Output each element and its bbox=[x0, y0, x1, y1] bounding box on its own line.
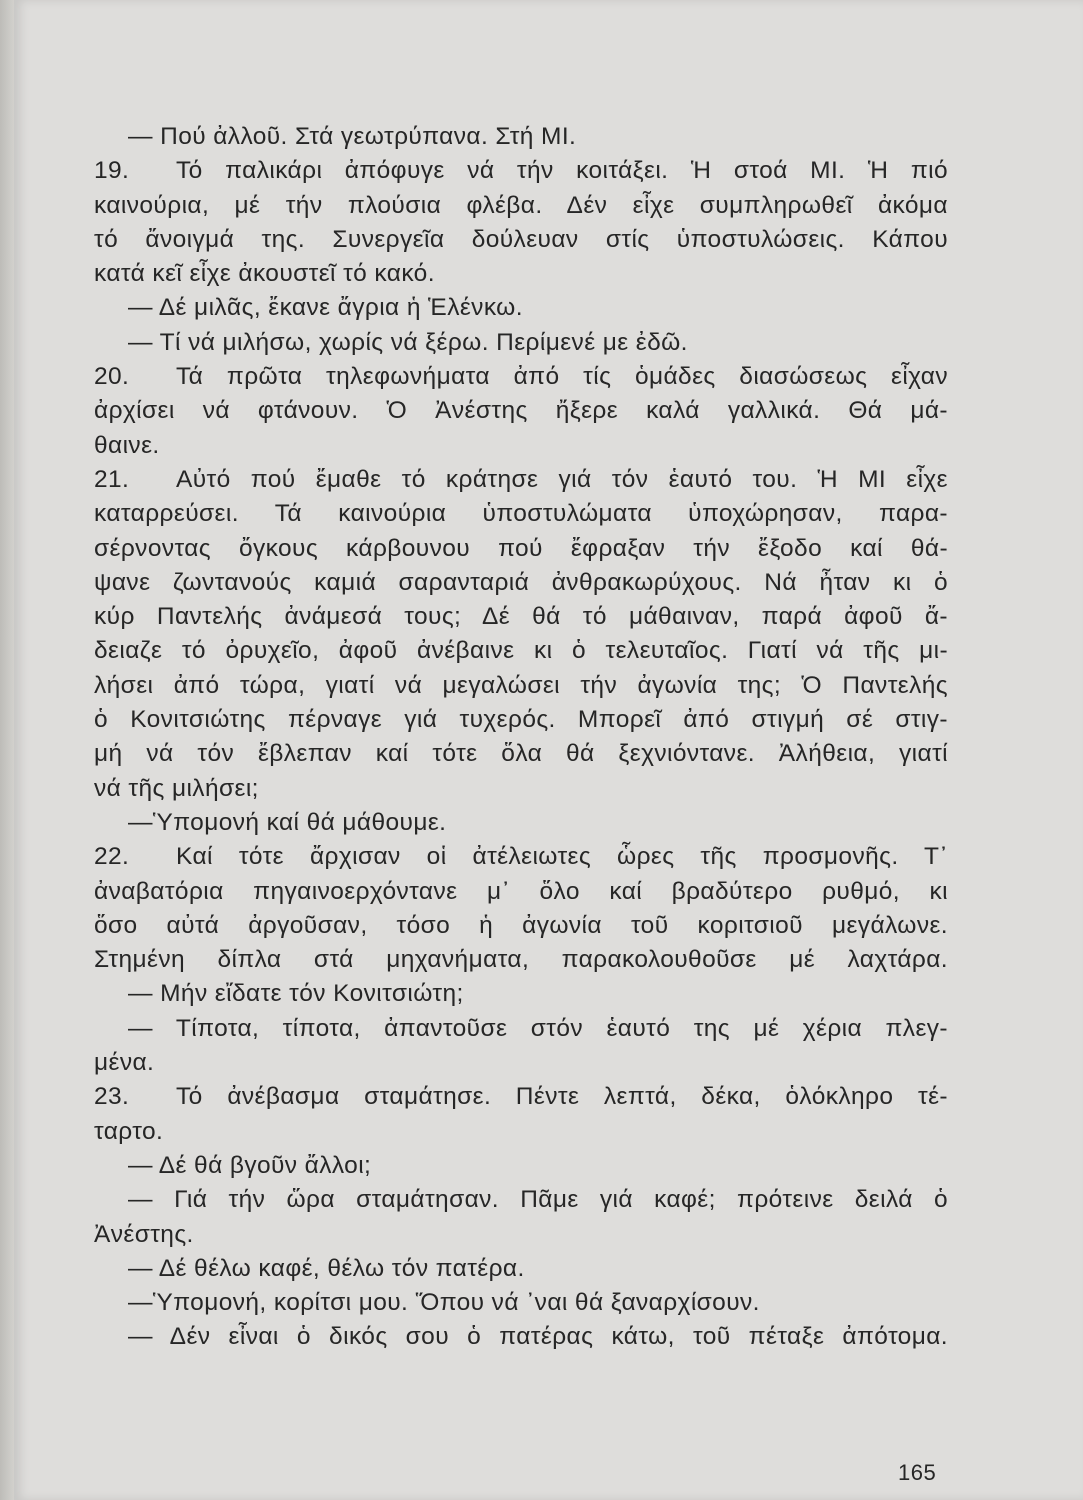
text-line: δειαζε τό ὀρυχεῖο, ἀφοῦ ἀνέβαινε κι ὁ τελευταῖος. Γιατί νά τῆς μι- bbox=[94, 637, 948, 665]
text-line-content: Τό παλικάρι ἀπόφυγε νά τήν κοιτάξει. Ἡ στοά ΜΙ. Ἡ πιό bbox=[176, 157, 948, 185]
text-line-content: Αὐτό πού ἔμαθε τό κράτησε γιά τόν ἑαυτό του. Ἡ ΜΙ εἶχε bbox=[176, 465, 948, 493]
text-line: καταρρεύσει. Τά καινούρια ὑποστυλώματα ὑποχώρησαν, παρα- bbox=[94, 500, 948, 528]
text-line: — Μήν εἴδατε τόν Κονιτσιώτη; bbox=[128, 980, 464, 1008]
text-line: σέρνοντας ὄγκους κάρβουνου πού ἔφραξαν τήν ἔξοδο καί θά- bbox=[94, 534, 948, 562]
text-line: ταρτο. bbox=[94, 1117, 164, 1145]
page-body-text bbox=[94, 120, 948, 1355]
text-line: τό ἄνοιγμά της. Συνεργεῖα δούλευαν στίς ὑποστυλώσεις. Κάπου bbox=[94, 225, 948, 253]
page-binding-edge bbox=[0, 0, 14, 1500]
paragraph-number: 20. bbox=[94, 363, 130, 391]
text-line: κύρ Παντελής ἀνάμεσά τους; Δέ θά τό μάθαιναν, παρά ἀφοῦ ἄ- bbox=[94, 603, 948, 631]
text-line: ψανε ζωντανούς καμιά σαρανταριά ἀνθρακωρύχους. Νά ἦταν κι ὁ bbox=[94, 568, 948, 596]
text-line bbox=[94, 154, 948, 188]
text-line-content: Τό ἀνέβασμα σταμάτησε. Πέντε λεπτά, δέκα, ὁλόκληρο τέ- bbox=[176, 1083, 948, 1111]
text-line: μένα. bbox=[94, 1049, 155, 1077]
text-line bbox=[94, 463, 948, 497]
paragraph-number: 21. bbox=[94, 465, 130, 493]
text-line: —Ὑπομονή, κορίτσι μου. Ὅπου νά ᾽ναι θά ξαναρχίσουν. bbox=[128, 1289, 760, 1317]
paragraph-number: 22. bbox=[94, 843, 130, 871]
text-line bbox=[94, 840, 948, 874]
text-line-content: Καί τότε ἄρχισαν οἱ ἀτέλειωτες ὧρες τῆς προσμονῆς. Τ᾽ bbox=[176, 843, 948, 871]
text-line: ὅσο αὐτά ἀργοῦσαν, τόσο ἡ ἀγωνία τοῦ κοριτσιοῦ μεγάλωνε. bbox=[94, 911, 948, 939]
text-line: —Ὑπομονή καί θά μάθουμε. bbox=[128, 808, 447, 836]
text-line: νά τῆς μιλήσει; bbox=[94, 774, 259, 802]
text-line: καινούρια, μέ τήν πλούσια φλέβα. Δέν εἶχε συμπληρωθεῖ ἀκόμα bbox=[94, 191, 948, 219]
text-line: — Δέ μιλᾶς, ἔκανε ἄγρια ἡ Ἑλένκω. bbox=[128, 294, 523, 322]
text-line: ὁ Κονιτσιώτης πέρναγε γιά τυχερός. Μπορεῖ ἀπό στιγμή σέ στιγ- bbox=[94, 706, 948, 734]
text-line: ἀρχίσει νά φτάνουν. Ὁ Ἀνέστης ἤξερε καλά γαλλικά. Θά μά- bbox=[94, 397, 948, 425]
text-line: Ἀνέστης. bbox=[94, 1220, 194, 1248]
text-line: — Τί νά μιλήσω, χωρίς νά ξέρω. Περίμενέ με ἐδῶ. bbox=[128, 328, 688, 356]
book-page bbox=[14, 0, 1083, 1500]
text-line: λήσει ἀπό τώρα, γιατί νά μεγαλώσει τήν ἀγωνία της; Ὁ Παντελής bbox=[94, 671, 948, 699]
paragraph-number: 19. bbox=[94, 157, 130, 185]
text-line: μή νά τόν ἔβλεπαν καί τότε ὅλα θά ξεχνιόντανε. Ἀλήθεια, γιατί bbox=[94, 740, 948, 768]
text-line: — Τίποτα, τίποτα, ἀπαντοῦσε στόν ἑαυτό της μέ χέρια πλεγ- bbox=[128, 1014, 948, 1042]
text-line: — Γιά τήν ὥρα σταμάτησαν. Πᾶμε γιά καφέ; πρότεινε δειλά ὁ bbox=[128, 1186, 948, 1214]
text-line: κατά κεῖ εἶχε ἀκουστεῖ τό κακό. bbox=[94, 260, 435, 288]
text-line bbox=[94, 360, 948, 394]
text-line: — Δέ θά βγοῦν ἄλλοι; bbox=[128, 1151, 372, 1179]
text-line: — Δέ θέλω καφέ, θέλω τόν πατέρα. bbox=[128, 1254, 525, 1282]
text-line: — Πού ἀλλοῦ. Στά γεωτρύπανα. Στή ΜΙ. bbox=[128, 123, 577, 150]
text-line: Στημένη δίπλα στά μηχανήματα, παρακολουθοῦσε μέ λαχτάρα. bbox=[94, 946, 948, 974]
text-line: ἀναβατόρια πηγαινοερχόντανε μ᾽ ὅλο καί βραδύτερο ρυθμό, κι bbox=[94, 877, 948, 905]
text-line: — Δέν εἶναι ὁ δικός σου ὁ πατέρας κάτω, τοῦ πέταξε ἀπότομα. bbox=[128, 1323, 948, 1351]
text-line: θαινε. bbox=[94, 431, 160, 459]
text-line bbox=[94, 1080, 948, 1114]
paragraph-number: 23. bbox=[94, 1083, 130, 1111]
text-line-content: Τά πρῶτα τηλεφωνήματα ἀπό τίς ὁμάδες διασώσεως εἶχαν bbox=[176, 363, 948, 391]
page-number: 165 bbox=[898, 1460, 937, 1485]
